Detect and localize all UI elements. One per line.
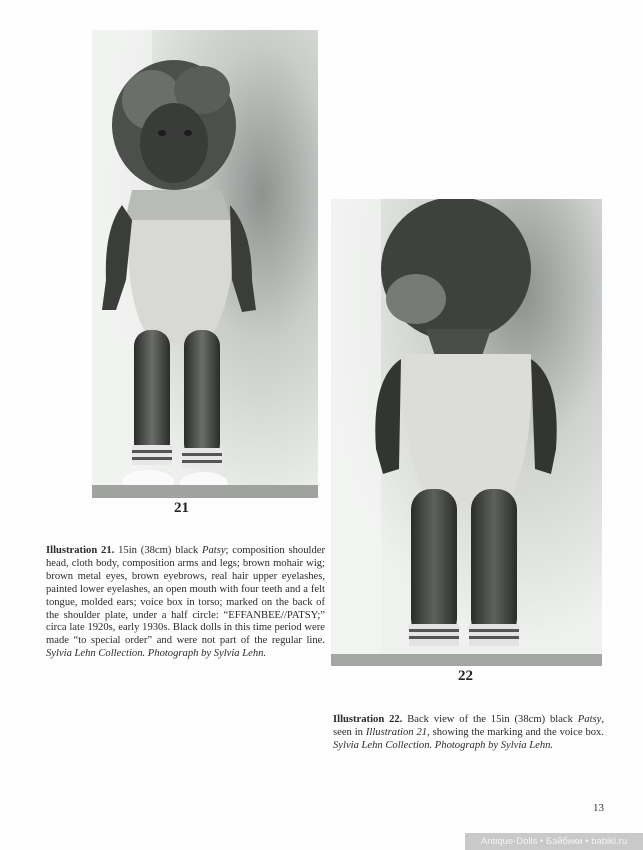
caption-text: , showing the marking and the voice box.: [427, 726, 604, 738]
caption-italic: Patsy: [201, 545, 226, 556]
watermark: Antique-Dolls • Бэйбики • babiki.ru: [465, 833, 643, 850]
caption-text: Back view of the 15in (38cm) black: [402, 714, 578, 725]
doll-front-image: [92, 30, 318, 498]
caption-illustration-22: [333, 714, 604, 753]
caption-credit: Sylvia Lehn Collection. Photograph by Sylvia Lehn.: [46, 648, 267, 660]
photo-illustration-21: [92, 30, 318, 498]
caption-label: Illustration 21.: [46, 545, 115, 556]
photo-illustration-22: [331, 199, 602, 666]
caption-text: 15in (38cm) black: [114, 545, 202, 556]
caption-italic: Patsy: [577, 714, 602, 725]
figure-number-22: 22: [458, 668, 473, 684]
caption-italic: Illustration 21: [365, 726, 428, 738]
caption-label: Illustration 22.: [333, 714, 403, 725]
caption-text: ; composition shoulder head, cloth body, composition arms and legs; brown mohair wig; brown metal eyes, brown eyebrows, real hair upper eyelashes, painted lower eyelashes, an open mouth with four teeth and a felt tongue, molded ears; voice box in torso; marked on the back of the shoulder plate, under a half circle: “EFFANBEE//PATSY;” circa late 1920s, early 1930s. Black dolls in this time period were made “to special order” and were not part of the regular line.: [46, 545, 325, 647]
caption-text: , seen in: [333, 714, 604, 738]
figure-number-21: 21: [174, 500, 189, 516]
page-number: 13: [593, 802, 604, 814]
caption-credit: Sylvia Lehn Collection. Photograph by Sylvia Lehn.: [333, 739, 554, 751]
doll-back-image: [331, 199, 602, 666]
caption-illustration-21: [46, 545, 325, 661]
